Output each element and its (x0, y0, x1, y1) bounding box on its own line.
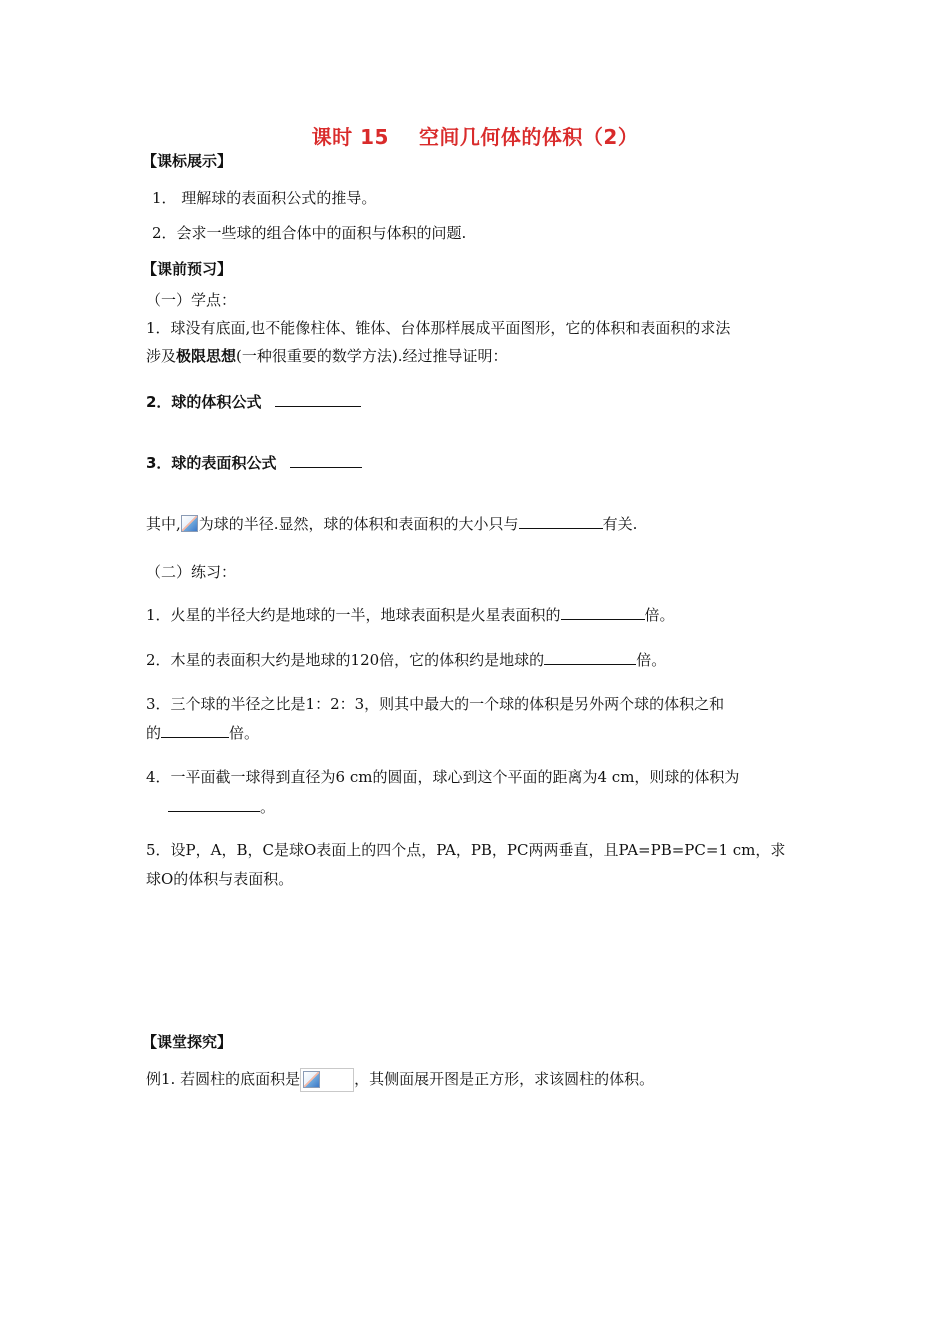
surface-area-formula-blank[interactable] (290, 451, 362, 468)
volume-formula-label: 2．球的体积公式 (146, 393, 262, 411)
title-topic: 空间几何体的体积（2） (418, 125, 639, 149)
exercise-3-prefix: 的 (146, 724, 162, 742)
exercise-4-suffix: 。 (260, 798, 276, 816)
subheading-exercises: （二）练习： (146, 563, 237, 581)
paragraph-1-suffix: (一种很重要的数学方法).经过推导证明： (236, 347, 508, 365)
base-area-image-frame (300, 1068, 354, 1092)
exercise-4-blank[interactable] (168, 795, 260, 812)
exercise-2-blank[interactable] (544, 648, 636, 665)
exercise-1 (146, 603, 675, 626)
example-1 (146, 1068, 654, 1092)
subheading-learning-points: （一）学点： (146, 291, 237, 309)
standard-item-2: 2．会求一些球的组合体中的面积与体积的问题. (152, 224, 467, 242)
exercise-2 (146, 648, 666, 671)
radius-dependency-blank[interactable] (519, 512, 603, 529)
exercise-2-text: 2．木星的表面积大约是地球的120倍，它的体积约是地球的 (146, 651, 545, 669)
broken-image-icon (181, 515, 198, 532)
example-1-text: 例1. 若圆柱的底面积是 (146, 1070, 301, 1088)
radius-note-middle: 为球的半径.显然，球的体积和表面积的大小只与 (198, 515, 519, 533)
exercise-5-line-2: 球O的体积与表面积。 (146, 870, 294, 888)
heading-preview: 【课前预习】 (142, 260, 233, 278)
exercise-4-line-2 (168, 795, 275, 818)
exercise-5-line-1: 5．设P，A，B，C是球O表面上的四个点，PA，PB，PC两两垂直，且PA=PB=PC=1 cm，求 (146, 841, 786, 859)
exercise-3-line-1: 3．三个球的半径之比是1：2：3，则其中最大的一个球的体积是另外两个球的体积之和 (146, 695, 725, 713)
exercise-3-line-2 (146, 721, 259, 744)
exercise-1-blank[interactable] (561, 603, 645, 620)
page-title (0, 126, 950, 148)
exercise-3-suffix: 倍。 (229, 724, 260, 742)
exercise-4-line-1: 4．一平面截一球得到直径为6 cm的圆面，球心到这个平面的距离为4 cm，则球的体积为 (146, 768, 740, 786)
exercise-1-text: 1．火星的半径大约是地球的一半，地球表面积是火星表面积的 (146, 606, 561, 624)
surface-area-formula-line (146, 451, 362, 474)
radius-note-suffix: 有关. (602, 515, 638, 533)
broken-image-icon (303, 1071, 320, 1088)
heading-curriculum-standards: 【课标展示】 (142, 152, 233, 170)
volume-formula-blank[interactable] (275, 390, 361, 407)
paragraph-1-line-2 (146, 345, 508, 367)
example-1-suffix: ，其侧面展开图是正方形，求该圆柱的体积。 (354, 1070, 655, 1088)
paragraph-1-line-1: 1．球没有底面,也不能像柱体、锥体、台体那样展成平面图形，它的体积和表面积的求法 (146, 319, 731, 337)
exercise-2-suffix: 倍。 (636, 651, 667, 669)
limit-thinking-term: 极限思想 (176, 347, 237, 365)
volume-formula-line (146, 390, 361, 413)
exercise-3-blank[interactable] (161, 721, 229, 738)
heading-classroom-exploration: 【课堂探究】 (142, 1033, 233, 1051)
radius-note-line (146, 512, 637, 535)
standard-item-1: 1． 理解球的表面积公式的推导。 (152, 189, 377, 207)
paragraph-1-prefix: 涉及 (146, 347, 177, 365)
surface-area-formula-label: 3．球的表面积公式 (146, 454, 277, 472)
title-lesson-number: 课时 15 (311, 125, 389, 149)
radius-note-prefix: 其中, (146, 515, 181, 533)
exercise-1-suffix: 倍。 (644, 606, 675, 624)
